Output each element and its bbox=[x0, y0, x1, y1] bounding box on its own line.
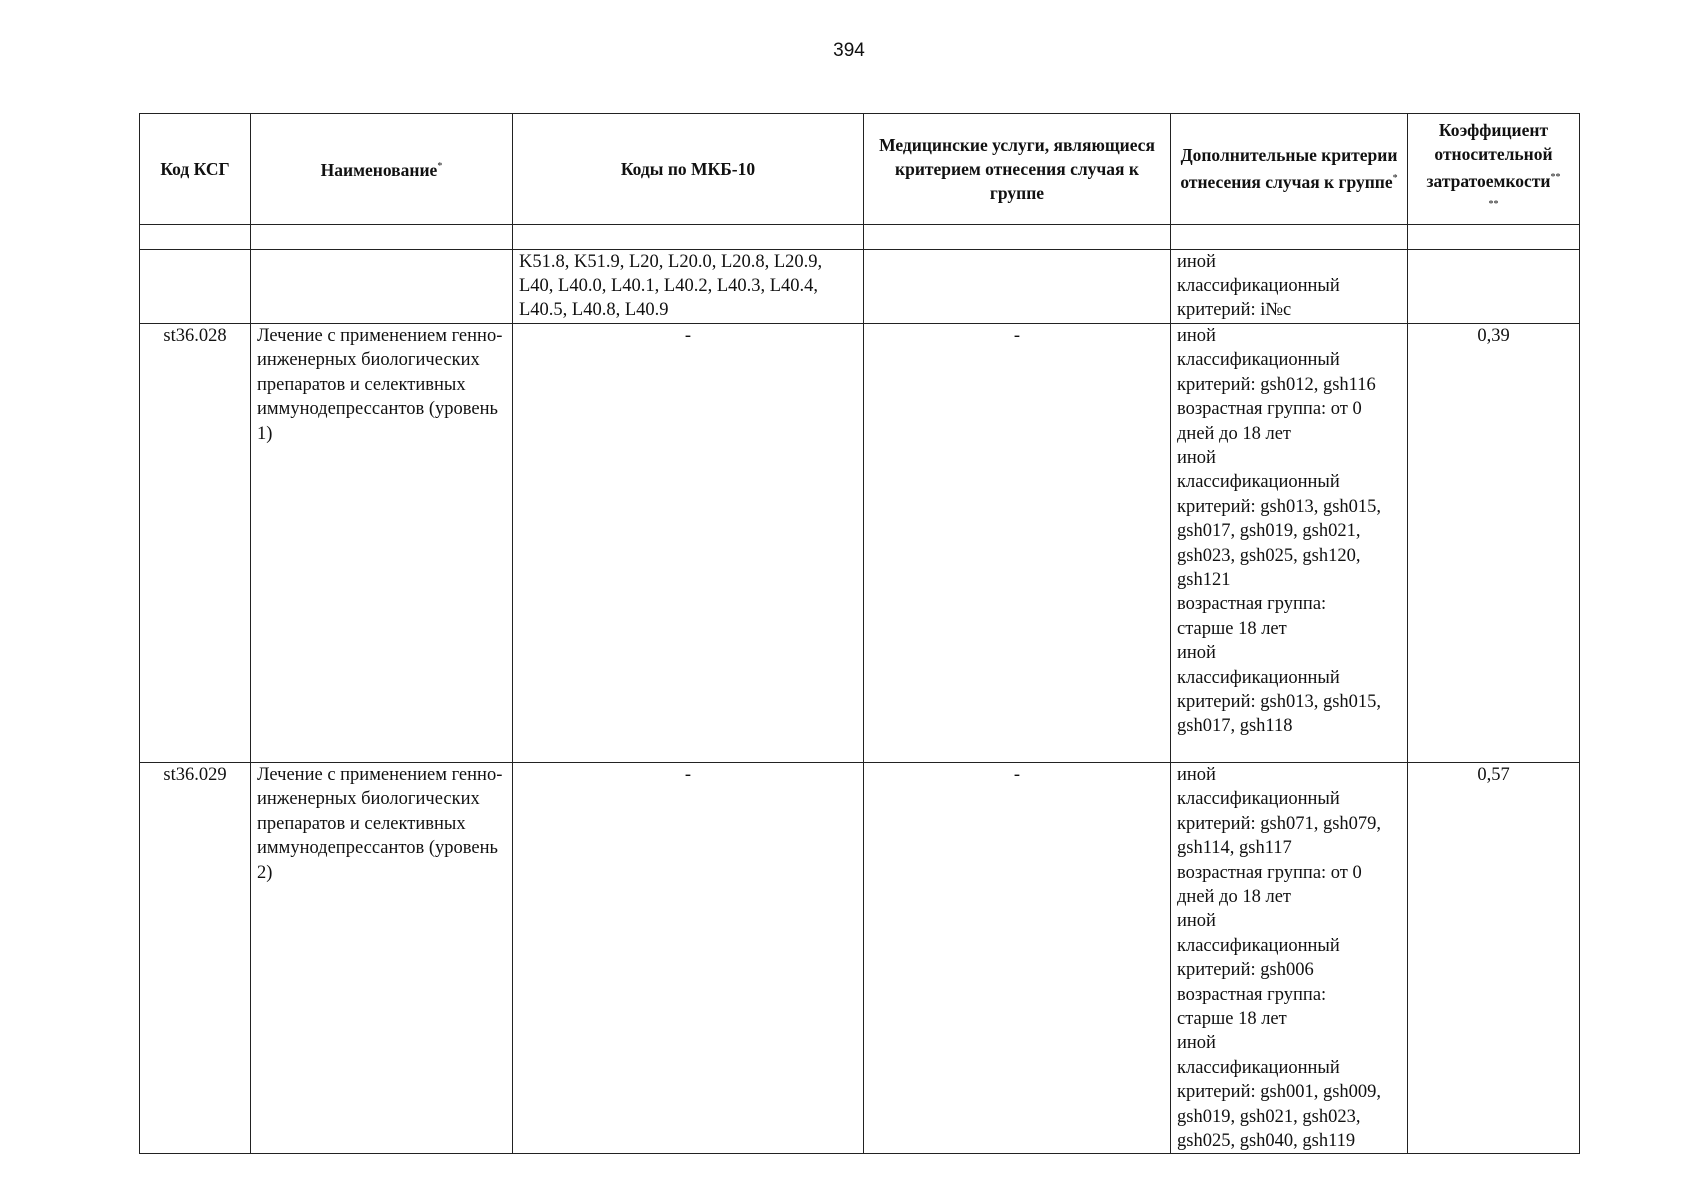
table-header-row bbox=[140, 114, 1580, 225]
cell-coefficient bbox=[1408, 249, 1580, 323]
footnote-mark: * bbox=[437, 161, 443, 173]
cell-mkb: - bbox=[513, 762, 864, 1154]
mkb-line-1: K51.8, K51.9, L20, L20.0, L20.8, L20.9, bbox=[519, 251, 823, 272]
cell-name: Лечение с применением генно-инженерных биологических препаратов и селективных иммунодепрессантов (уровень 2) bbox=[251, 762, 513, 1154]
page-number: 394 bbox=[833, 40, 865, 61]
header-mkb: Коды по МКБ-10 bbox=[513, 114, 864, 225]
cell-coefficient: 0,39 bbox=[1408, 323, 1580, 762]
footnote-mark: ** bbox=[1550, 172, 1561, 183]
header-code: Код КСГ bbox=[140, 114, 251, 225]
cell-name: Лечение с применением генно-инженерных биологических препаратов и селективных иммунодепрессантов (уровень 1) bbox=[251, 323, 513, 762]
cell-services bbox=[864, 249, 1171, 323]
cell-services: - bbox=[864, 323, 1171, 762]
cell-mkb: - bbox=[513, 323, 864, 762]
mkb-line-2: L40, L40.0, L40.1, L40.2, L40.3, L40.4, bbox=[519, 276, 819, 297]
cell-name bbox=[251, 249, 513, 323]
ksg-table bbox=[139, 113, 1580, 1154]
mkb-line-3: L40.5, L40.8, L40.9 bbox=[519, 300, 669, 321]
cell-extra-criteria: иной классификационный критерий: i№c bbox=[1171, 249, 1408, 323]
cell-extra-criteria: иной классификационный критерий: gsh071, gsh079, gsh114, gsh117 возрастная группа: от 0 дней до 18 лет иной классификационный критерий: gsh006 возрастная группа: старше 18 лет иной классификационный критерий: gsh001, gsh009, gsh019, gsh021, gsh023, gsh025, gsh040, gsh119 bbox=[1171, 762, 1408, 1154]
header-services: Медицинские услуги, являющиеся критерием отнесения случая к группе bbox=[864, 114, 1171, 225]
table-row bbox=[140, 762, 1580, 1154]
header-extra-criteria: Дополнительные критерии отнесения случая к группе* bbox=[1171, 114, 1408, 225]
table-row bbox=[140, 249, 1580, 323]
footnote-mark: ** bbox=[1488, 198, 1499, 210]
header-coefficient: Коэффициент относительной затратоемкости** ** bbox=[1408, 114, 1580, 225]
cell-extra-criteria: иной классификационный критерий: gsh012, gsh116 возрастная группа: от 0 дней до 18 лет иной классификационный критерий: gsh013, gsh015, gsh017, gsh019, gsh021, gsh023, gsh025, gsh120, gsh121 возрастная группа: старше 18 лет иной классификационный критерий: gsh013, gsh015, gsh017, gsh118 bbox=[1171, 323, 1408, 762]
cell-services: - bbox=[864, 762, 1171, 1154]
cell-code: st36.028 bbox=[140, 323, 251, 762]
table-spacer-row bbox=[140, 224, 1580, 249]
header-name: Наименование* bbox=[251, 114, 513, 225]
footnote-mark: * bbox=[1392, 173, 1398, 185]
cell-code bbox=[140, 249, 251, 323]
cell-code: st36.029 bbox=[140, 762, 251, 1154]
cell-coefficient: 0,57 bbox=[1408, 762, 1580, 1154]
table-row bbox=[140, 323, 1580, 762]
cell-mkb bbox=[513, 249, 864, 323]
